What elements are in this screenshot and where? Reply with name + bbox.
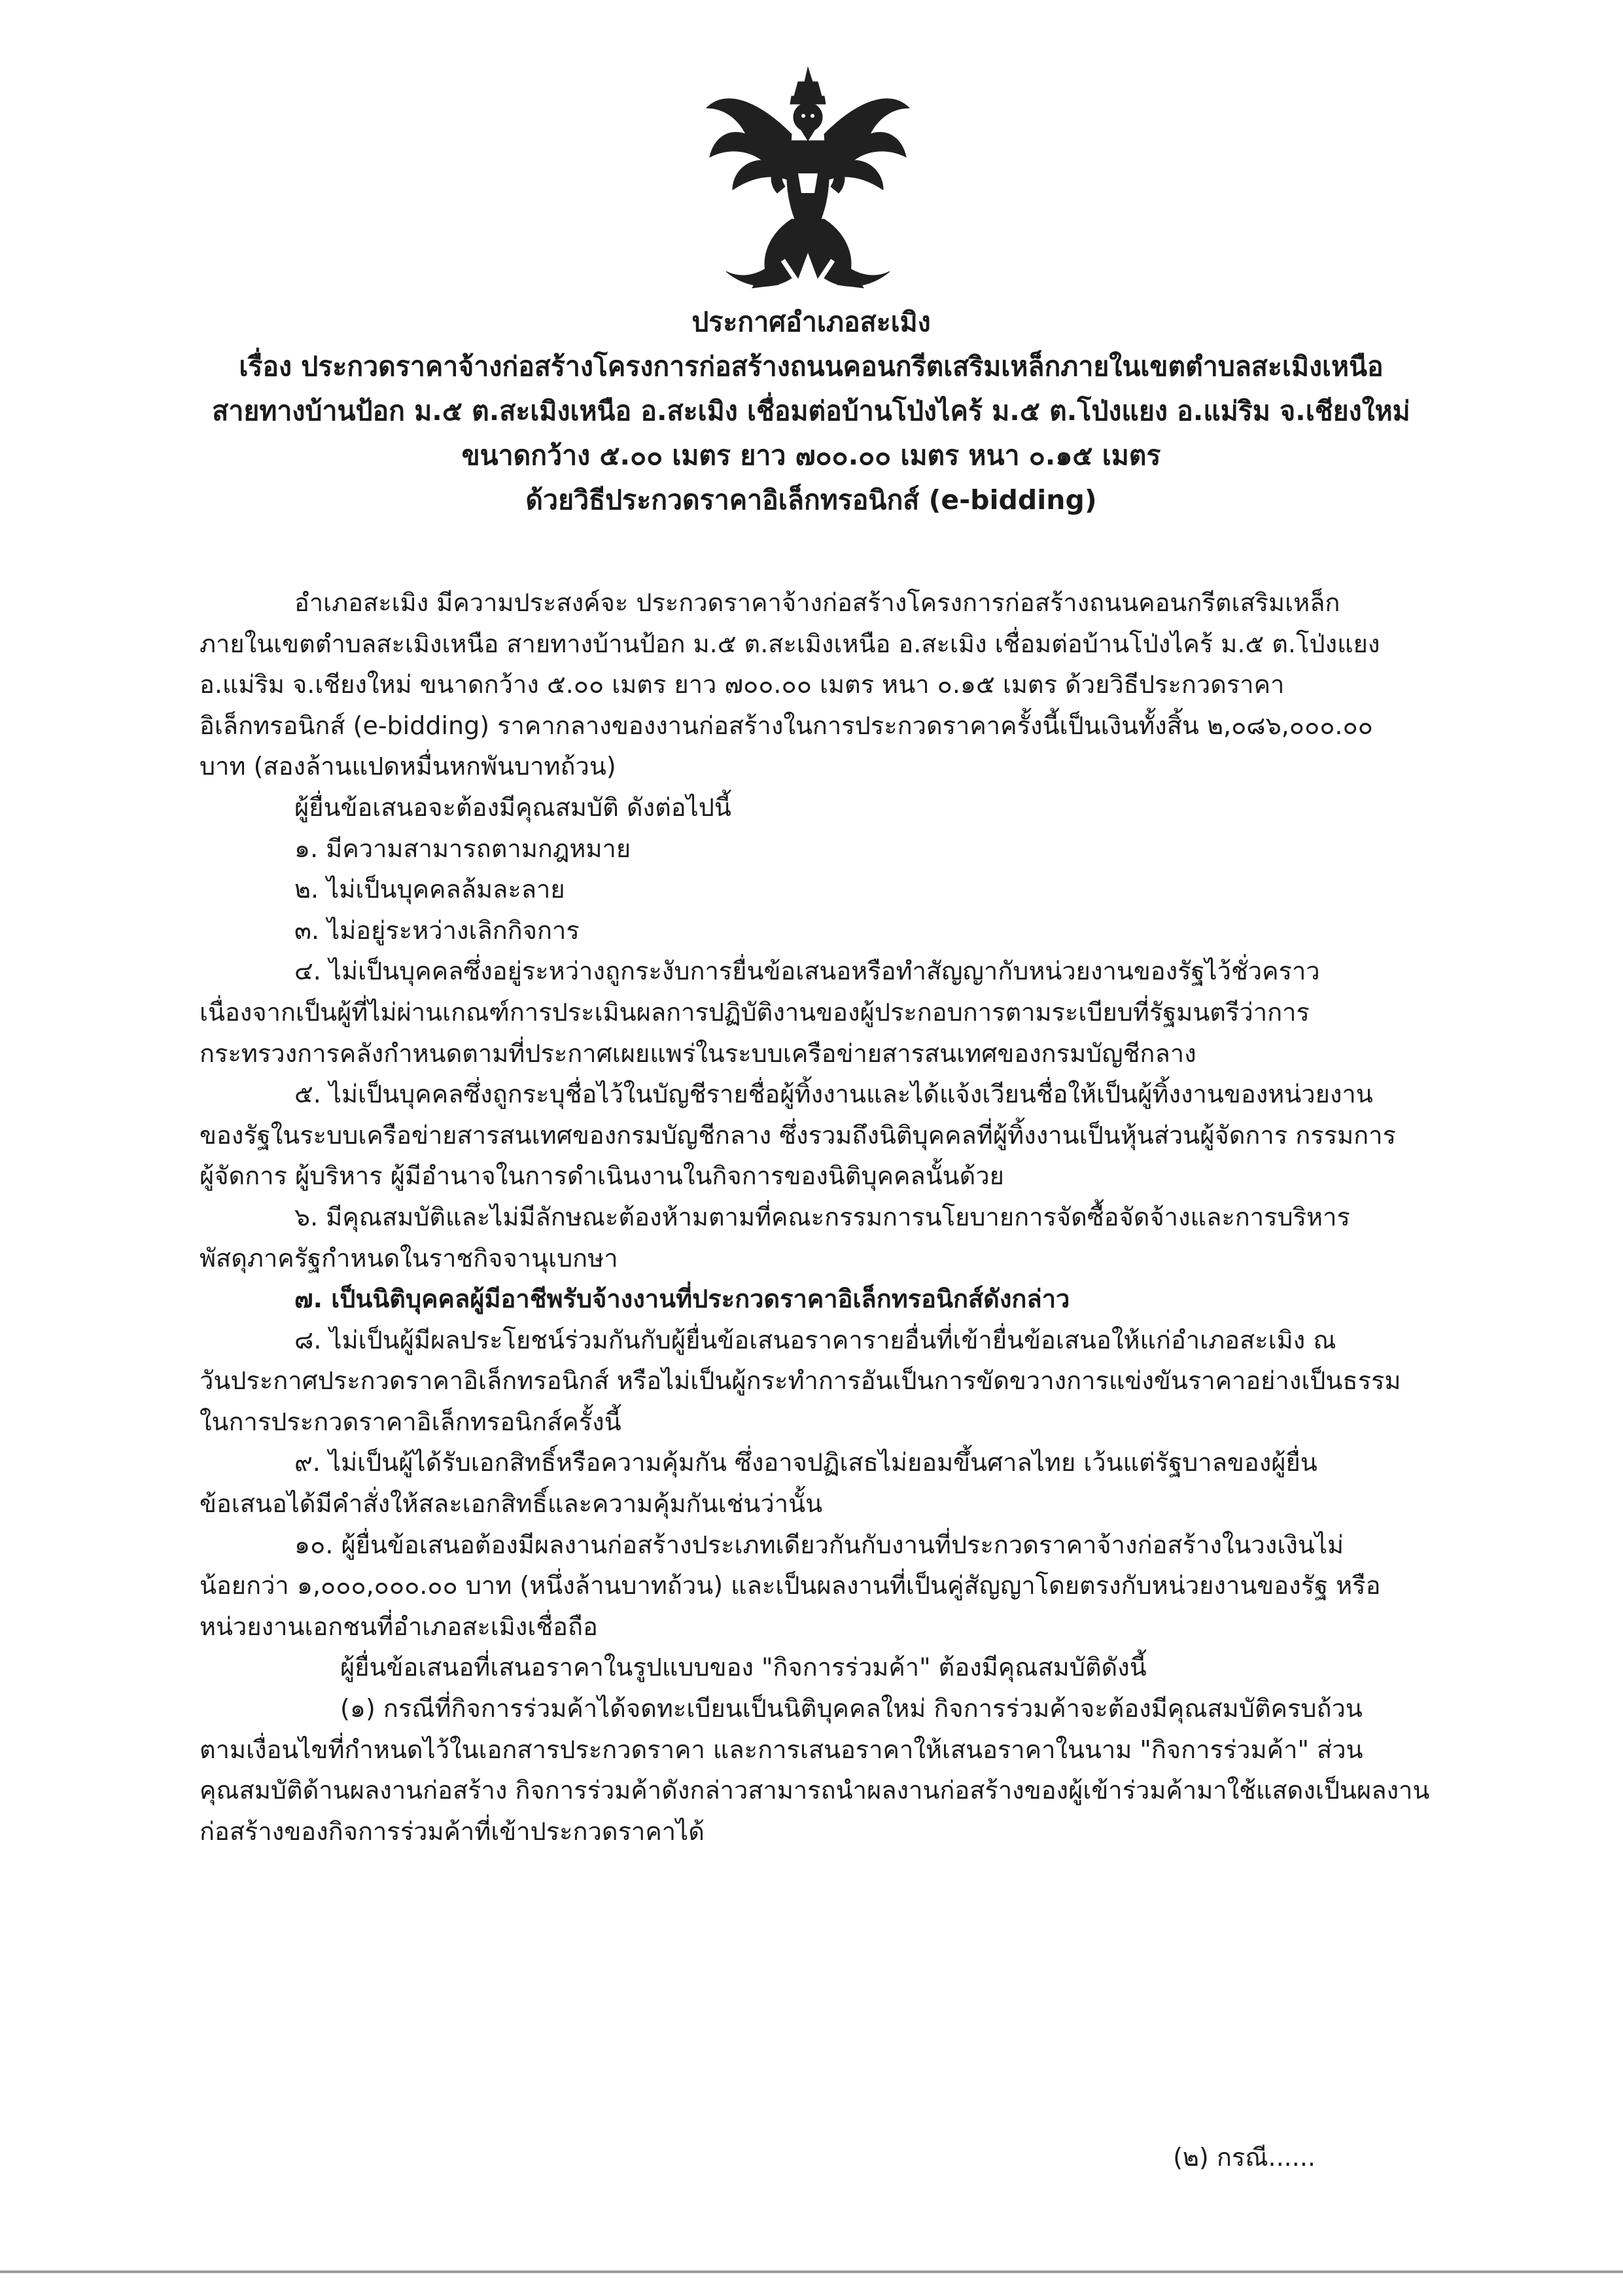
garuda-emblem-icon	[700, 62, 916, 298]
qualification-1: ๑. มีความสามารถตามกฎหมาย	[294, 834, 631, 863]
qualification-6: ๖. มีคุณสมบัติและไม่มีลักษณะต้องห้ามตามที่คณะกรรมการนโยบายการจัดซื้อจัดจ้างและการบริหาร	[294, 1202, 1350, 1231]
qualification-7: ๗. เป็นนิติบุคคลผู้มีอาชีพรับจ้างงานที่ประกวดราคาอิเล็กทรอนิกส์ดังกล่าว	[294, 1284, 1070, 1314]
announcement-body	[200, 582, 1462, 1852]
qualification-9: ๙. ไม่เป็นผู้ได้รับเอกสิทธิ์หรือความคุ้มกัน ซึ่งอาจปฏิเสธไม่ยอมขึ้นศาลไทย เว้นแต่รัฐบาลของผู้ยื่น	[294, 1448, 1318, 1477]
qualification-2: ๒. ไม่เป็นบุคคลล้มละลาย	[294, 875, 565, 904]
intro-line: อำเภอสะเมิง มีความประสงค์จะ ประกวดราคาจ้างก่อสร้างโครงการก่อสร้างถนนคอนกรีตเสริมเหล็ก	[294, 588, 1340, 617]
page-continuation: (๒) กรณี......	[1173, 2143, 1316, 2172]
qualification-6-cont: พัสดุภาครัฐกำหนดในราชกิจจานุเบกษา	[200, 1243, 618, 1273]
subject-line-3: ขนาดกว้าง ๕.๐๐ เมตร ยาว ๗๐๐.๐๐ เมตร หนา ๐.๑๕ เมตร	[461, 440, 1161, 471]
qualification-8: ๘. ไม่เป็นผู้มีผลประโยชน์ร่วมกันกับผู้ยื่นข้อเสนอราคารายอื่นที่เข้ายื่นข้อเสนอให้แก่อำเภอสะเมิง ณ	[294, 1325, 1336, 1354]
qualification-5: ๕. ไม่เป็นบุคคลซึ่งถูกระบุชื่อไว้ในบัญชีรายชื่อผู้ทิ้งงานและได้แจ้งเวียนชื่อให้เป็นผู้ทิ้งงานของหน่วยงาน	[294, 1080, 1373, 1109]
qualification-10-cont: หน่วยงานเอกชนที่อำเภอสะเมิงเชื่อถือ	[200, 1612, 598, 1641]
announcement-heading	[170, 300, 1452, 522]
announcement-title: ประกาศอำเภอสะเมิง	[691, 306, 931, 338]
joint-venture-1-cont: ตามเงื่อนไขที่กำหนดไว้ในเอกสารประกวดราคา และการเสนอราคาให้เสนอราคาในนาม "กิจการร่วมค้า" ส่วน	[200, 1735, 1363, 1764]
joint-venture-1-cont: คุณสมบัติด้านผลงานก่อสร้าง กิจการร่วมค้าดังกล่าวสามารถนำผลงานก่อสร้างของผู้เข้าร่วมค้ามาใช้แสดงเป็นผลงาน	[200, 1776, 1430, 1805]
subject-line-2: สายทางบ้านป้อก ม.๕ ต.สะเมิงเหนือ อ.สะเมิง เชื่อมต่อบ้านโป่งไคร้ ม.๕ ต.โป่งแยง อ.แม่ริม จ.เชียงใหม่	[212, 395, 1410, 427]
joint-venture-1-cont: ก่อสร้างของกิจการร่วมค้าที่เข้าประกวดราคาได้	[200, 1816, 705, 1846]
intro-line: อ.แม่ริม จ.เชียงใหม่ ขนาดกว้าง ๕.๐๐ เมตร ยาว ๗๐๐.๐๐ เมตร หนา ๐.๑๕ เมตร ด้วยวิธีประกวดราคา	[200, 670, 1285, 699]
intro-line: อิเล็กทรอนิกส์ (e-bidding) ราคากลางของงานก่อสร้างในการประกวดราคาครั้งนี้เป็นเงินทั้งสิ้น ๒,๐๘๖,๐๐๐.๐๐	[200, 711, 1373, 740]
qualification-10: ๑๐. ผู้ยื่นข้อเสนอต้องมีผลงานก่อสร้างประเภทเดียวกันกับงานที่ประกวดราคาจ้างก่อสร้างในวงเงินไม่	[294, 1530, 1344, 1559]
qualification-4-cont: เนื่องจากเป็นผู้ที่ไม่ผ่านเกณฑ์การประเมินผลการปฏิบัติงานของผู้ประกอบการตามระเบียบที่รัฐมนตรีว่าการ	[200, 997, 1310, 1027]
qualifications-intro: ผู้ยื่นข้อเสนอจะต้องมีคุณสมบัติ ดังต่อไปนี้	[294, 792, 731, 822]
joint-venture-intro: ผู้ยื่นข้อเสนอที่เสนอราคาในรูปแบบของ "กิจการร่วมค้า" ต้องมีคุณสมบัติดังนี้	[340, 1653, 1147, 1682]
qualification-10-cont: น้อยกว่า ๑,๐๐๐,๐๐๐.๐๐ บาท (หนึ่งล้านบาทถ้วน) และเป็นผลงานที่เป็นคู่สัญญาโดยตรงกับหน่วยงานของรัฐ หรือ	[200, 1571, 1381, 1600]
intro-line: ภายในเขตตำบลสะเมิงเหนือ สายทางบ้านป้อก ม.๕ ต.สะเมิงเหนือ อ.สะเมิง เชื่อมต่อบ้านโป่งไคร้ ม.๕ ต.โป่งแยง	[200, 629, 1380, 658]
qualification-3: ๓. ไม่อยู่ระหว่างเลิกกิจการ	[294, 915, 580, 945]
qualification-8-cont: วันประกาศประกวดราคาอิเล็กทรอนิกส์ หรือไม่เป็นผู้กระทำการอันเป็นการขัดขวางการแข่งขันราคาอย่างเป็นธรรม	[200, 1366, 1401, 1396]
subject-line-1: เรื่อง ประกวดราคาจ้างก่อสร้างโครงการก่อสร้างถนนคอนกรีตเสริมเหล็กภายในเขตตำบลสะเมิงเหนือ	[239, 351, 1384, 382]
intro-line: บาท (สองล้านแปดหมื่นหกพันบาทถ้วน)	[200, 752, 616, 781]
qualification-5-cont: ผู้จัดการ ผู้บริหาร ผู้มีอำนาจในการดำเนินงานในกิจการของนิติบุคคลนั้นด้วย	[200, 1161, 1004, 1191]
subject-line-4: ด้วยวิธีประกวดราคาอิเล็กทรอนิกส์ (e-bidding)	[525, 484, 1097, 516]
qualification-9-cont: ข้อเสนอได้มีคำสั่งให้สละเอกสิทธิ์และความคุ้มกันเช่นว่านั้น	[200, 1489, 823, 1519]
qualification-5-cont: ของรัฐในระบบเครือข่ายสารสนเทศของกรมบัญชีกลาง ซึ่งรวมถึงนิติบุคคลที่ผู้ทิ้งงานเป็นหุ้นส่วนผู้จัดการ กรรมการ	[200, 1120, 1396, 1150]
joint-venture-1: (๑) กรณีที่กิจการร่วมค้าได้จดทะเบียนเป็นนิติบุคคลใหม่ กิจการร่วมค้าจะต้องมีคุณสมบัติครบถ้วน	[340, 1694, 1363, 1723]
scan-edge-divider	[0, 2270, 1623, 2273]
qualification-4-cont: กระทรวงการคลังกำหนดตามที่ประกาศเผยแพร่ในระบบเครือข่ายสารสนเทศของกรมบัญชีกลาง	[200, 1038, 1196, 1068]
qualification-4: ๔. ไม่เป็นบุคคลซึ่งอยู่ระหว่างถูกระงับการยื่นข้อเสนอหรือทำสัญญากับหน่วยงานของรัฐไว้ชั่วคราว	[294, 957, 1320, 986]
qualification-8-cont: ในการประกวดราคาอิเล็กทรอนิกส์ครั้งนี้	[200, 1407, 621, 1436]
